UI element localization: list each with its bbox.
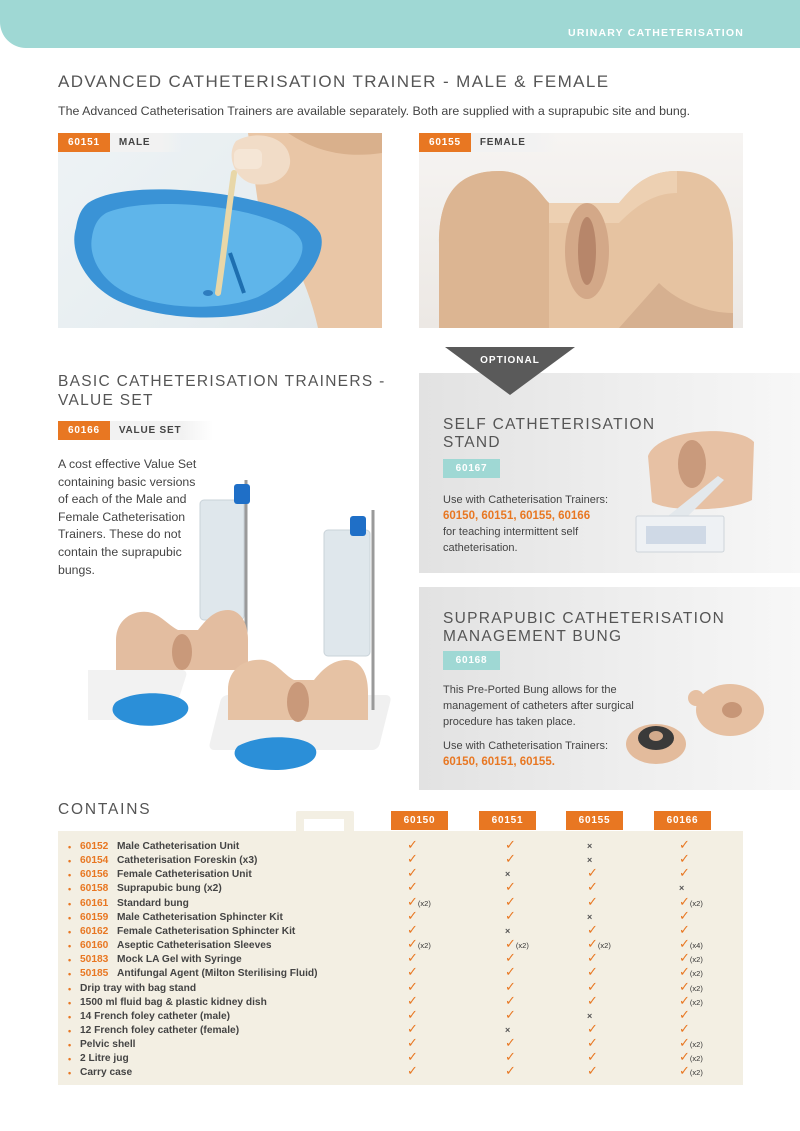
- check-icon: ✓: [679, 893, 690, 909]
- value-set-description: A cost effective Value Set containing basic versions of each of the Male and Female Catheterisation Trainers. These do not contain the suprapubic bungs.: [58, 457, 197, 577]
- table-row: [58, 1020, 743, 1038]
- row-cell: [407, 1063, 447, 1079]
- check-icon: ✓: [587, 879, 598, 895]
- check-icon: ✓: [587, 893, 598, 909]
- check-icon: ✓: [679, 851, 690, 867]
- row-bullet: •: [68, 983, 72, 994]
- col-header-60155: 60155: [566, 811, 623, 830]
- table-tab-stub: [296, 811, 354, 833]
- row-quantity: (x2): [417, 941, 431, 951]
- self-stand-title: [443, 416, 655, 452]
- row-cell: [587, 1063, 627, 1079]
- cross-icon: ×: [587, 841, 593, 851]
- self-stand-purpose-line1: for teaching intermittent self: [443, 526, 579, 538]
- check-icon: ✓: [679, 1020, 690, 1036]
- row-bullet: •: [68, 941, 72, 952]
- row-name: Antifungal Agent (Milton Sterilising Fluid): [117, 968, 318, 980]
- check-icon: ✓: [679, 837, 690, 852]
- self-stand-purpose-line2: catheterisation.: [443, 542, 518, 554]
- check-icon: ✓: [679, 992, 690, 1008]
- female-label: FEMALE: [471, 133, 558, 152]
- row-code: 60154: [80, 855, 109, 867]
- row-name: 1500 ml fluid bag & plastic kidney dish: [80, 996, 267, 1008]
- male-trainer-photo: [58, 133, 382, 328]
- table-row: [58, 865, 743, 882]
- check-icon: ✓: [505, 1035, 516, 1051]
- optional-label: OPTIONAL: [480, 355, 540, 366]
- row-cell: [679, 1063, 719, 1081]
- row-bullet: •: [68, 1011, 72, 1022]
- row-bullet: •: [68, 870, 72, 881]
- row-quantity: (x2): [597, 941, 611, 951]
- check-icon: ✓: [505, 950, 516, 966]
- row-name: 2 Litre jug: [80, 1053, 129, 1065]
- table-row: [58, 1035, 743, 1052]
- value-set-code: 60166: [58, 421, 110, 440]
- bung-desc-line1: This Pre-Ported Bung allows for the: [443, 684, 617, 696]
- row-quantity: (x2): [689, 898, 703, 908]
- bung-title-line2: MANAGEMENT BUNG: [443, 628, 623, 645]
- check-icon: ✓: [407, 865, 418, 881]
- check-icon: ✓: [679, 936, 690, 952]
- col-header-60151: 60151: [479, 811, 536, 830]
- row-code: 50183: [80, 954, 109, 966]
- cross-icon: ×: [505, 869, 511, 880]
- check-icon: ✓: [407, 1063, 418, 1079]
- check-icon: ✓: [587, 978, 598, 994]
- male-trainer-illustration: [58, 133, 382, 328]
- bung-code: 60168: [443, 651, 500, 670]
- bung-codes: 60150, 60151, 60155.: [443, 756, 555, 768]
- row-code: 60161: [80, 897, 109, 909]
- row-bullet: •: [68, 912, 72, 923]
- row-name: Female Catheterisation Unit: [117, 869, 252, 881]
- check-icon: ✓: [587, 950, 598, 966]
- check-icon: ✓: [505, 936, 516, 952]
- row-quantity: (x2): [515, 941, 529, 951]
- bung-text: [443, 682, 643, 770]
- row-code: 60158: [80, 883, 109, 895]
- row-quantity: (x2): [689, 955, 703, 965]
- row-name: Male Catheterisation Unit: [117, 841, 240, 852]
- check-icon: ✓: [505, 893, 516, 909]
- row-quantity: (x2): [689, 1068, 703, 1078]
- row-bullet: •: [68, 1054, 72, 1065]
- self-stand-use-with: Use with Catheterisation Trainers:: [443, 494, 609, 506]
- check-icon: ✓: [679, 1049, 690, 1065]
- row-bullet: •: [68, 969, 72, 980]
- check-icon: ✓: [505, 851, 516, 867]
- check-icon: ✓: [587, 1020, 598, 1036]
- basic-title-line1: BASIC CATHETERISATION TRAINERS -: [58, 373, 386, 390]
- row-cell: [505, 1063, 545, 1079]
- check-icon: ✓: [505, 907, 516, 923]
- check-icon: ✓: [407, 1035, 418, 1051]
- check-icon: ✓: [407, 851, 418, 867]
- row-quantity: (x2): [417, 898, 431, 908]
- row-code: 60162: [80, 925, 109, 937]
- check-icon: ✓: [679, 1035, 690, 1051]
- check-icon: ✓: [407, 936, 418, 952]
- row-bullet: •: [68, 997, 72, 1008]
- check-icon: ✓: [679, 950, 690, 966]
- check-icon: ✓: [505, 837, 516, 852]
- row-bullet: •: [68, 955, 72, 966]
- bung-title: [443, 610, 725, 646]
- table-row: [58, 879, 743, 896]
- self-stand-photo: [628, 416, 768, 556]
- check-icon: ✓: [407, 978, 418, 994]
- table-row: [58, 893, 743, 911]
- table-row: [58, 837, 743, 854]
- row-name: Drip tray with bag stand: [80, 982, 197, 994]
- check-icon: ✓: [505, 978, 516, 994]
- cross-icon: ×: [505, 925, 511, 936]
- value-set-photo: [88, 470, 408, 780]
- basic-title-line2: VALUE SET: [58, 392, 154, 409]
- row-name: Male Catheterisation Sphincter Kit: [117, 911, 283, 923]
- bung-desc-line3: procedure has taken place.: [443, 716, 576, 728]
- check-icon: ✓: [407, 921, 418, 937]
- header-band: [0, 0, 800, 48]
- check-icon: ✓: [505, 1063, 516, 1079]
- check-icon: ✓: [505, 964, 516, 980]
- check-icon: ✓: [505, 879, 516, 895]
- advanced-intro: The Advanced Catheterisation Trainers are available separately. Both are supplied with a suprapubic site and bung.: [58, 104, 691, 118]
- self-stand-text: [443, 492, 623, 556]
- self-stand-code: 60167: [443, 459, 500, 478]
- row-quantity: (x2): [689, 1040, 703, 1050]
- row-quantity: (x4): [689, 941, 703, 951]
- value-set-tag: [58, 421, 213, 440]
- row-name: Suprapubic bung (x2): [117, 883, 222, 895]
- table-row: [58, 921, 743, 939]
- self-stand-codes: 60150, 60151, 60155, 60166: [443, 510, 591, 522]
- check-icon: ✓: [679, 921, 690, 937]
- self-stand-title-line1: SELF CATHETERISATION: [443, 416, 656, 433]
- check-icon: ✓: [679, 964, 690, 980]
- check-icon: ✓: [587, 964, 598, 980]
- value-set-label: VALUE SET: [110, 421, 214, 440]
- female-trainer-illustration: [419, 133, 743, 328]
- row-bullet: •: [68, 898, 72, 909]
- check-icon: ✓: [407, 992, 418, 1008]
- bung-title-line1: SUPRAPUBIC CATHETERISATION: [443, 610, 726, 627]
- check-icon: ✓: [407, 950, 418, 966]
- row-bullet: •: [68, 1068, 72, 1079]
- female-tag: [419, 133, 558, 152]
- check-icon: ✓: [587, 936, 598, 952]
- table-row: [58, 851, 743, 868]
- row-bullet: •: [68, 884, 72, 895]
- advanced-title: ADVANCED CATHETERISATION TRAINER - MALE & FEMALE: [58, 72, 610, 91]
- row-name: Catheterisation Foreskin (x3): [117, 855, 258, 867]
- row-name: Carry case: [80, 1067, 133, 1079]
- check-icon: ✓: [407, 1006, 418, 1022]
- check-icon: ✓: [679, 1006, 690, 1022]
- contains-title: CONTAINS: [58, 801, 152, 818]
- check-icon: ✓: [587, 865, 598, 881]
- check-icon: ✓: [505, 992, 516, 1008]
- cross-icon: ×: [679, 883, 685, 894]
- basic-title: [58, 372, 386, 410]
- check-icon: ✓: [407, 893, 418, 909]
- cross-icon: ×: [587, 911, 593, 922]
- col-header-60166: 60166: [654, 811, 711, 830]
- row-name: Pelvic shell: [80, 1039, 136, 1051]
- male-label: MALE: [110, 133, 183, 152]
- check-icon: ✓: [587, 1063, 598, 1079]
- cross-icon: ×: [587, 855, 593, 866]
- male-tag: [58, 133, 182, 152]
- row-code: 60156: [80, 869, 109, 881]
- cross-icon: ×: [587, 1010, 593, 1021]
- row-bullet: •: [68, 856, 72, 867]
- table-row: [58, 950, 743, 967]
- row-bullet: •: [68, 842, 72, 852]
- table-row: [58, 936, 743, 953]
- row-name: Mock LA Gel with Syringe: [117, 954, 242, 966]
- row-bullet: •: [68, 1040, 72, 1051]
- bung-photo: [620, 680, 770, 770]
- row-name: Standard bung: [117, 897, 189, 909]
- section-title: URINARY CATHETERISATION: [568, 27, 744, 39]
- row-name: 12 French foley catheter (female): [80, 1024, 240, 1036]
- check-icon: ✓: [679, 978, 690, 994]
- row-name: Aseptic Catheterisation Sleeves: [117, 940, 272, 952]
- row-bullet: •: [68, 926, 72, 937]
- table-row: [58, 1063, 743, 1080]
- table-row: [58, 964, 743, 981]
- row-code: 60160: [80, 940, 109, 952]
- check-icon: ✓: [407, 837, 418, 852]
- row-code: 50185: [80, 968, 109, 980]
- cross-icon: ×: [505, 1024, 511, 1035]
- bung-use-with: Use with Catheterisation Trainers:: [443, 740, 609, 752]
- check-icon: ✓: [587, 1049, 598, 1065]
- male-code: 60151: [58, 133, 110, 152]
- check-icon: ✓: [679, 907, 690, 923]
- row-quantity: (x2): [689, 983, 703, 993]
- self-stand-title-line2: STAND: [443, 434, 501, 451]
- table-row: [58, 978, 743, 996]
- table-row: [58, 907, 743, 925]
- row-code: 60152: [80, 841, 109, 852]
- female-trainer-photo: [419, 133, 743, 328]
- check-icon: ✓: [587, 992, 598, 1008]
- check-icon: ✓: [587, 921, 598, 937]
- row-quantity: (x2): [689, 997, 703, 1007]
- check-icon: ✓: [505, 1049, 516, 1065]
- check-icon: ✓: [407, 1020, 418, 1036]
- row-quantity: (x2): [689, 1054, 703, 1064]
- bung-desc-line2: management of catheters after surgical: [443, 700, 634, 712]
- table-row: [58, 1006, 743, 1024]
- check-icon: ✓: [407, 964, 418, 980]
- row-bullet: •: [68, 1025, 72, 1036]
- col-header-60150: 60150: [391, 811, 448, 830]
- check-icon: ✓: [505, 1006, 516, 1022]
- row-code: 60159: [80, 911, 109, 923]
- check-icon: ✓: [407, 879, 418, 895]
- row-quantity: (x2): [689, 969, 703, 979]
- check-icon: ✓: [407, 907, 418, 923]
- check-icon: ✓: [679, 1063, 690, 1079]
- check-icon: ✓: [587, 1035, 598, 1051]
- table-row: [58, 992, 743, 1010]
- check-icon: ✓: [679, 865, 690, 881]
- row-name: 14 French foley catheter (male): [80, 1010, 231, 1022]
- female-code: 60155: [419, 133, 471, 152]
- table-row: [58, 1049, 743, 1066]
- row-name: Female Catheterisation Sphincter Kit: [117, 925, 296, 937]
- check-icon: ✓: [407, 1049, 418, 1065]
